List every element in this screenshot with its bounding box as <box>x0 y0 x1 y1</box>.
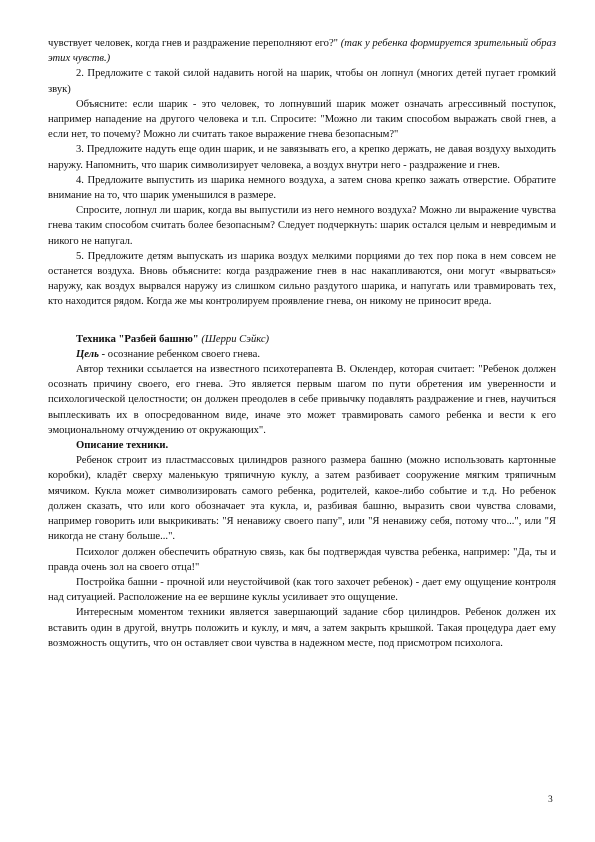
paragraph-explain: Объясните: если шарик - это человек, то лопнувший шарик может означать агрессивный поступок, например нападение на другого человека и т.п. Спросите: "Можно ли таким способом выражать свой гнев, а если нет, то почему? Можно ли считать такое выражение гнева безопасным?" <box>48 98 556 141</box>
goal-text: осознание ребенком своего гнева. <box>105 348 260 360</box>
technique-author: (Шерри Сэйкс) <box>201 333 270 345</box>
paragraph-step-3: 3. Предложите надуть еще один шарик, и не завязывать его, а крепко держать, не давая воздуху выходить наружу. Напомнить, что шарик символизирует человека, а воздух внутри него - раздражение и гнев. <box>48 144 556 171</box>
spacer <box>48 310 556 332</box>
paragraph-continuation <box>48 36 556 66</box>
paragraph-step-2: 2. Предложите с такой силой надавить ногой на шарик, чтобы он лопнул (многих детей пугает громкий звук) <box>48 68 556 95</box>
paragraph-text: чувствует человек, когда гнев и раздражение переполняют его?" <box>48 38 341 49</box>
technique-intro: Автор техники ссылается на известного психотерапевта В. Оклендер, которая считает: "Ребенок должен осознать причину своего, его гнева. Это является первым шагом по пути обретения им уверенности и психологической целостности; он должен преодолев в себе привычку подавлять раздражение и гнев, научиться выплескивать их в опосредованном виде, иначе это может травмировать самого ребенка и вести к его эмоциональному отчуждению от окружающих". <box>48 364 556 436</box>
description-paragraph-3: Постройка башни - прочной или неустойчивой (как того захочет ребенок) - дает ему ощущение контроля над ситуацией. Расположение на ее вершине куклы усиливает это ощущение. <box>48 576 556 604</box>
description-paragraph-4: Интересным моментом техники является завершающий задание сбор цилиндров. Ребенок должен их вставить один в другой, внутрь положить и куклу, и мяч, а затем закрыть крышкой. Такая процедура дает ему возможность ощутить, что он оставляет свои чувства в надежном месте, под присмотром психолога. <box>48 607 556 649</box>
technique-title: Техника "Разбей башню" <box>76 333 199 345</box>
page-content <box>48 36 556 651</box>
description-paragraph-2: Психолог должен обеспечить обратную связь, как бы подтверждая чувства ребенка, например: "Да, ты и правда очень зол на своего отца!" <box>48 546 556 573</box>
technique-goal <box>48 347 556 362</box>
description-paragraph-1: Ребенок строит из пластмассовых цилиндров разного размера башню (можно использовать картонные коробки), кладёт сверху маленькую тряпичную куклу, а затем разбивает сооружение мягким тряпичным мячиком. Кукла может символизировать самого ребенка, родителей, какое-либо событие и т.д. Но ребенок должен сказать, что или кого обозначает эта кукла, и, разбивая башню, выразить свои чувства словами, например говорить или выкрикивать: "Я ненавижу своего папу", или "Я ненавижу себя, потому что...", или "Я никогда не стану больше...". <box>48 455 556 543</box>
page-number: 3 <box>548 795 553 805</box>
description-heading <box>48 438 556 453</box>
paragraph-step-5: 5. Предложите детям выпускать из шарика воздух мелкими порциями до тех пор пока в нем совсем не останется воздуха. Вновь объясните: когда раздражение гнев в нас накапливаются, они могут «вырваться» наружу, как воздух вырвался наружу из слишком сильно раздутого шарика, и напугать или травмировать тех, кто находится рядом. Когда же мы контролируем проявление гнева, он никому не приносит вреда. <box>48 250 556 308</box>
description-heading-text: Описание техники. <box>76 440 169 452</box>
paragraph-ask: Спросите, лопнул ли шарик, когда вы выпустили из него немного воздуха? Можно ли выражение чувства гнева таким способом считать более безопасным? Следует подчеркнуть: шарик остался целым и невредимым и никого не напугал. <box>48 205 556 247</box>
italic-note: (так у ребенка формируется зрительный образ этих чувств.) <box>48 38 556 65</box>
paragraph-step-4: 4. Предложите выпустить из шарика немного воздуха, а затем снова крепко зажать отверстие. Обратите внимание на то, что шарик уменьшился в размере. <box>48 174 556 202</box>
goal-label: Цель - <box>76 348 106 360</box>
technique-heading <box>48 332 556 347</box>
